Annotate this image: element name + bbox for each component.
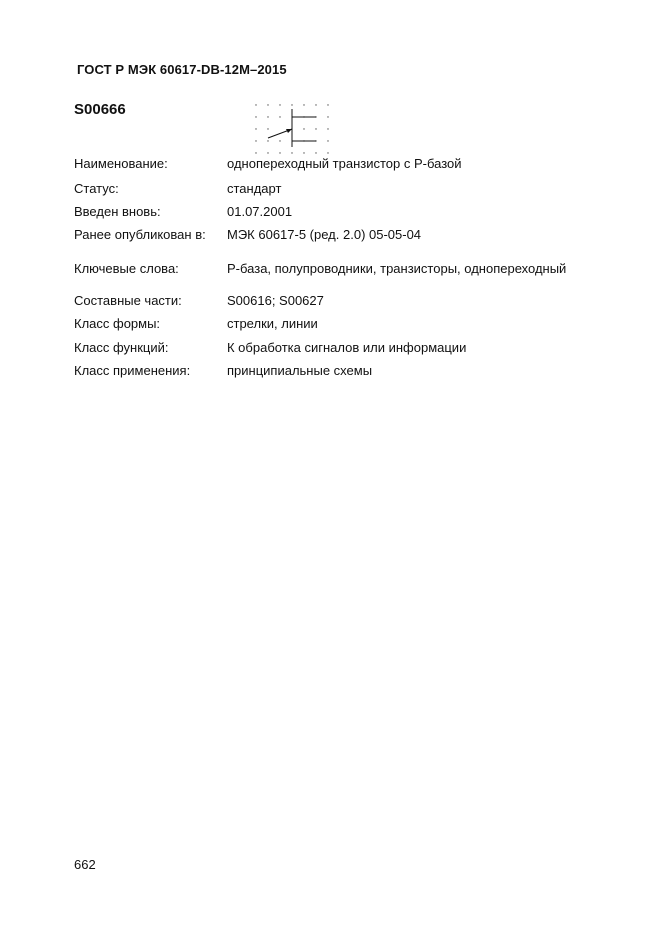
field-value: МЭК 60617-5 (ред. 2.0) 05-05-04 (227, 227, 422, 242)
field-label: Ключевые слова: (74, 261, 179, 276)
field-value: S00616; S00627 (227, 293, 324, 308)
document-header: ГОСТ Р МЭК 60617-DB-12M–2015 (77, 62, 287, 77)
page-number: 662 (74, 857, 96, 872)
field-value: однопереходный транзистор с Р-базой (227, 156, 462, 171)
field-label: Наименование: (74, 156, 168, 171)
field-label: Статус: (74, 181, 119, 196)
field-value: К обработка сигналов или информации (227, 340, 467, 355)
field-label: Класс применения: (74, 363, 191, 378)
field-label: Класс формы: (74, 316, 161, 331)
field-value: стрелки, линии (227, 316, 318, 331)
unijunction-transistor-p-base-symbol-icon (250, 100, 335, 156)
field-label: Ранее опубликован в: (74, 227, 206, 242)
field-label: Класс функций: (74, 340, 169, 355)
field-value: стандарт (227, 181, 282, 196)
symbol-lines (268, 109, 316, 147)
field-value: 01.07.2001 (227, 204, 293, 219)
symbol-code: S00666 (74, 101, 126, 118)
field-label: Составные части: (74, 293, 182, 308)
field-value: принципиальные схемы (227, 363, 373, 378)
field-label: Введен вновь: (74, 204, 161, 219)
field-value: Р-база, полупроводники, транзисторы, однопереходный (227, 261, 567, 276)
